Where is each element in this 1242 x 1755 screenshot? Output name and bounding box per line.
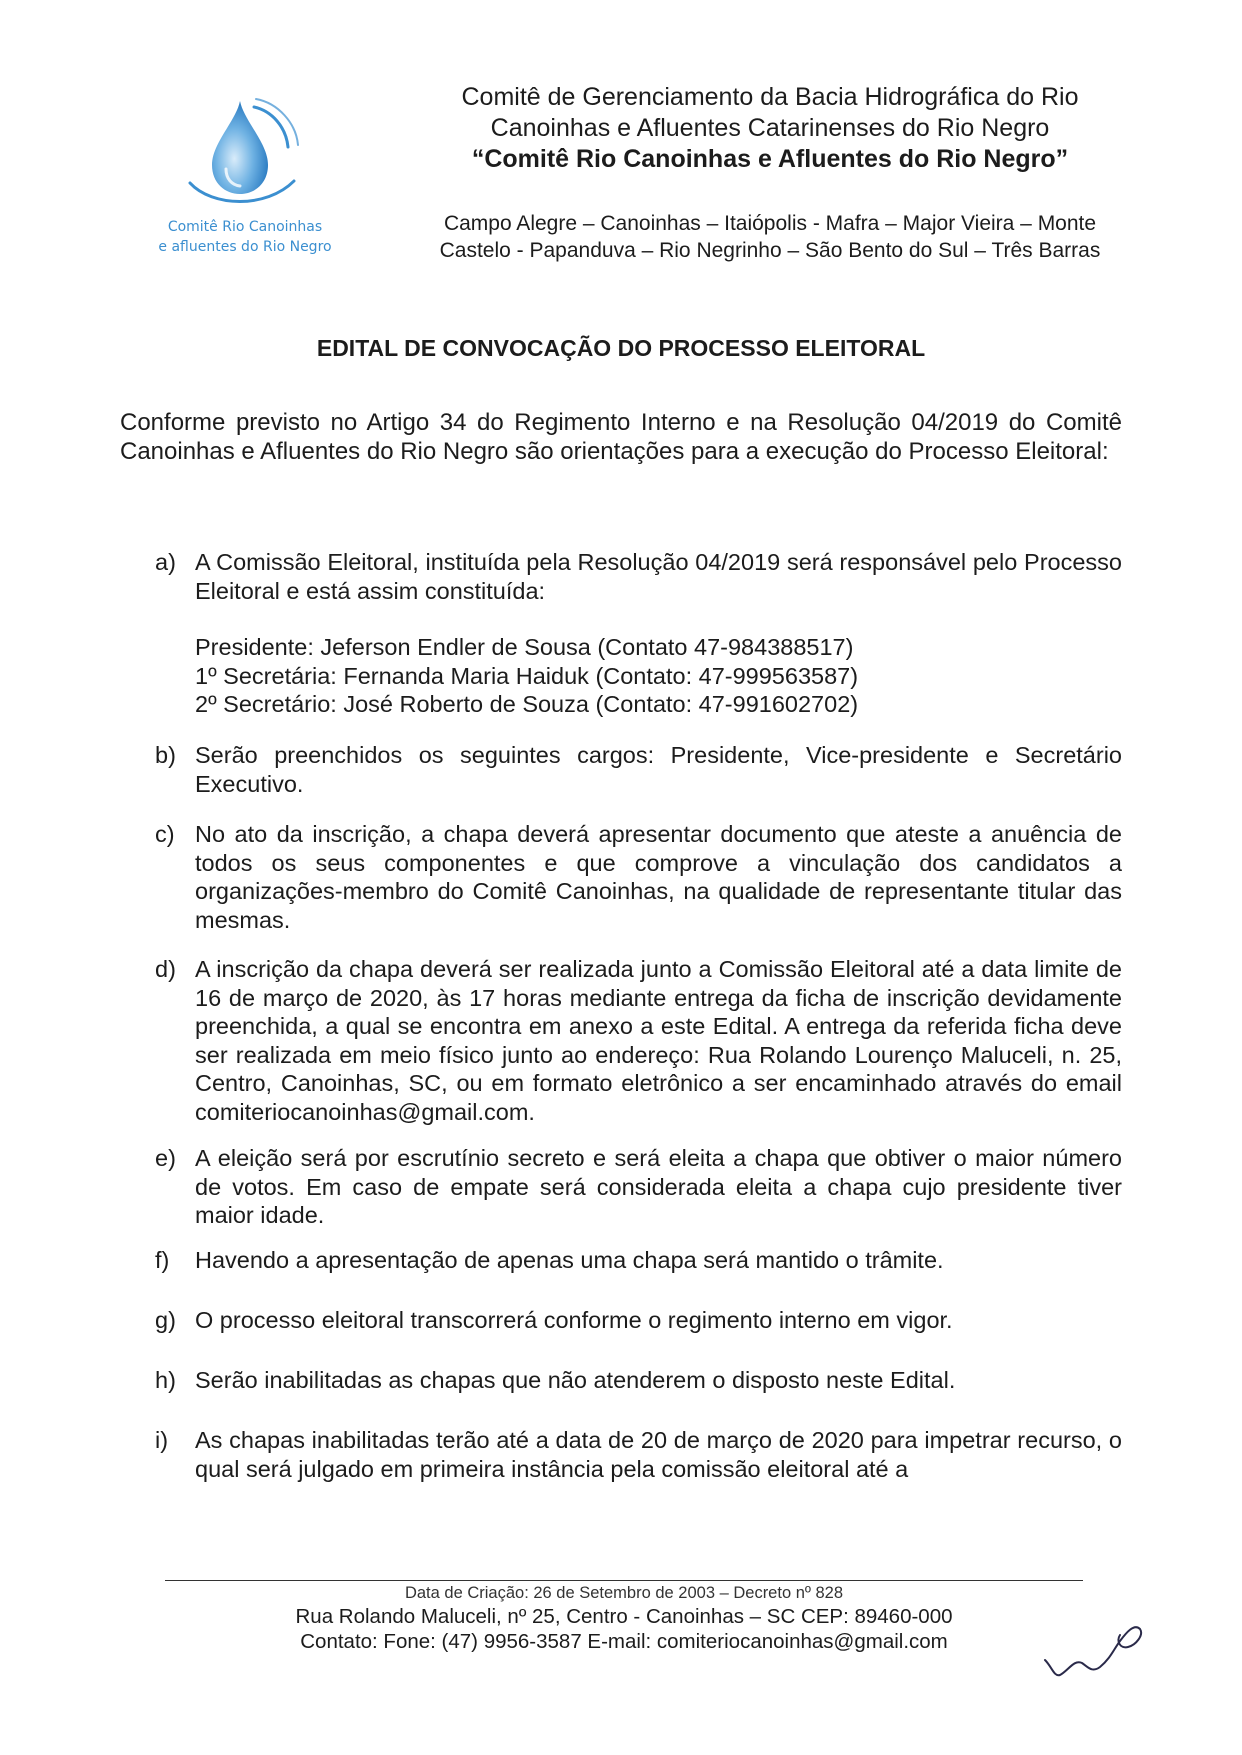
item-marker: i) — [155, 1427, 169, 1453]
item-marker: a) — [155, 549, 176, 575]
item-text: A Comissão Eleitoral, instituída pela Resolução 04/2019 será responsável pelo Processo Eleitoral e está assim constituída: — [195, 549, 1122, 604]
item-marker: h) — [155, 1367, 176, 1393]
footer-address: Rua Rolando Maluceli, nº 25, Centro - Canoinhas – SC CEP: 89460-000 — [295, 1605, 953, 1628]
list-item-h — [155, 1366, 1122, 1395]
logo-text-line2: e afluentes do Rio Negro — [158, 239, 332, 255]
member-first-secretary: 1º Secretária: Fernanda Maria Haiduk (Contato: 47-999563587) — [195, 662, 859, 689]
item-marker: g) — [155, 1307, 176, 1333]
item-text: As chapas inabilitadas terão até a data de 20 de março de 2020 para impetrar recurso, o qual será julgado em primeira instância pela comissão eleitoral até a — [195, 1427, 1122, 1482]
item-marker: d) — [155, 956, 176, 982]
cities-line2: Castelo - Papanduva – Rio Negrinho – São Bento do Sul – Três Barras — [439, 239, 1101, 262]
member-cities — [410, 210, 1130, 264]
water-drop-icon — [182, 95, 308, 210]
member-second-secretary: 2º Secretário: José Roberto de Souza (Contato: 47-991602702) — [195, 691, 859, 717]
footer — [165, 1582, 1083, 1654]
item-text: A eleição será por escrutínio secreto e será eleita a chapa que obtiver o maior número de votos. Em caso de empate será considerada eleita a chapa cujo presidente tiver maior idade. — [195, 1145, 1122, 1228]
item-marker: c) — [155, 821, 175, 847]
organization-name — [410, 82, 1130, 175]
list-item-c — [155, 820, 1122, 934]
cities-line1: Campo Alegre – Canoinhas – Itaiópolis - Mafra – Major Vieira – Monte — [443, 212, 1097, 235]
committee-logo — [150, 95, 340, 265]
list-item-d — [155, 955, 1122, 1126]
member-president: Presidente: Jeferson Endler de Sousa (Contato 47-984388517) — [195, 634, 854, 660]
list-item-b — [155, 741, 1122, 798]
item-text: Havendo a apresentação de apenas uma chapa será mantido o trâmite. — [195, 1247, 944, 1273]
logo-text-line1: Comitê Rio Canoinhas — [167, 219, 323, 235]
item-marker: b) — [155, 742, 176, 768]
item-text: Serão inabilitadas as chapas que não atenderem o disposto neste Edital. — [195, 1367, 956, 1393]
commission-members — [195, 633, 1122, 719]
org-line1: Comitê de Gerenciamento da Bacia Hidrográfica do Rio — [461, 83, 1079, 111]
list-item-g — [155, 1306, 1122, 1335]
org-line2: Canoinhas e Afluentes Catarinenses do Rio Negro — [490, 114, 1050, 142]
intro-paragraph: Conforme previsto no Artigo 34 do Regimento Interno e na Resolução 04/2019 do Comitê Canoinhas e Afluentes do Rio Negro são orientações para a execução do Processo Eleitoral: — [120, 409, 1122, 465]
list-item-f — [155, 1246, 1122, 1275]
item-text: No ato da inscrição, a chapa deverá apresentar documento que ateste a anuência de todos os seus componentes e que comprove a vinculação dos candidatos a organizações-membro do Comitê Canoinhas, na qualidade de representante titular das mesmas. — [195, 821, 1122, 933]
list-item-i — [155, 1426, 1122, 1483]
item-text: O processo eleitoral transcorrerá conforme o regimento interno em vigor. — [195, 1307, 953, 1333]
item-marker: e) — [155, 1145, 176, 1171]
footer-creation-date: Data de Criação: 26 de Setembro de 2003 – Decreto nº 828 — [404, 1584, 844, 1602]
document-title: EDITAL DE CONVOCAÇÃO DO PROCESSO ELEITORAL — [316, 335, 926, 361]
item-text: Serão preenchidos os seguintes cargos: Presidente, Vice-presidente e Secretário Executivo. — [195, 742, 1122, 797]
list-item-e — [155, 1144, 1122, 1230]
item-marker: f) — [155, 1247, 170, 1273]
list-item-a — [155, 548, 1122, 719]
item-text: A inscrição da chapa deverá ser realizada junto a Comissão Eleitoral até a data limite de 16 de março de 2020, às 17 horas mediante entrega da ficha de inscrição devidamente preenchida, a qual se encontra em anexo a este Edital. A entrega da referida ficha deve ser realizada em meio físico junto ao endereço: Rua Rolando Lourenço Maluceli, n. 25, Centro, Canoinhas, SC, ou em formato eletrônico a ser encaminhado através do email comiteriocanoinhas@gmail.com. — [195, 956, 1122, 1125]
footer-contact: Contato: Fone: (47) 9956-3587 E-mail: comiteriocanoinhas@gmail.com — [300, 1630, 948, 1653]
org-line3: “Comitê Rio Canoinhas e Afluentes do Rio Negro” — [471, 145, 1069, 173]
footer-divider — [165, 1580, 1083, 1581]
handwritten-initials-icon — [1040, 1615, 1160, 1690]
